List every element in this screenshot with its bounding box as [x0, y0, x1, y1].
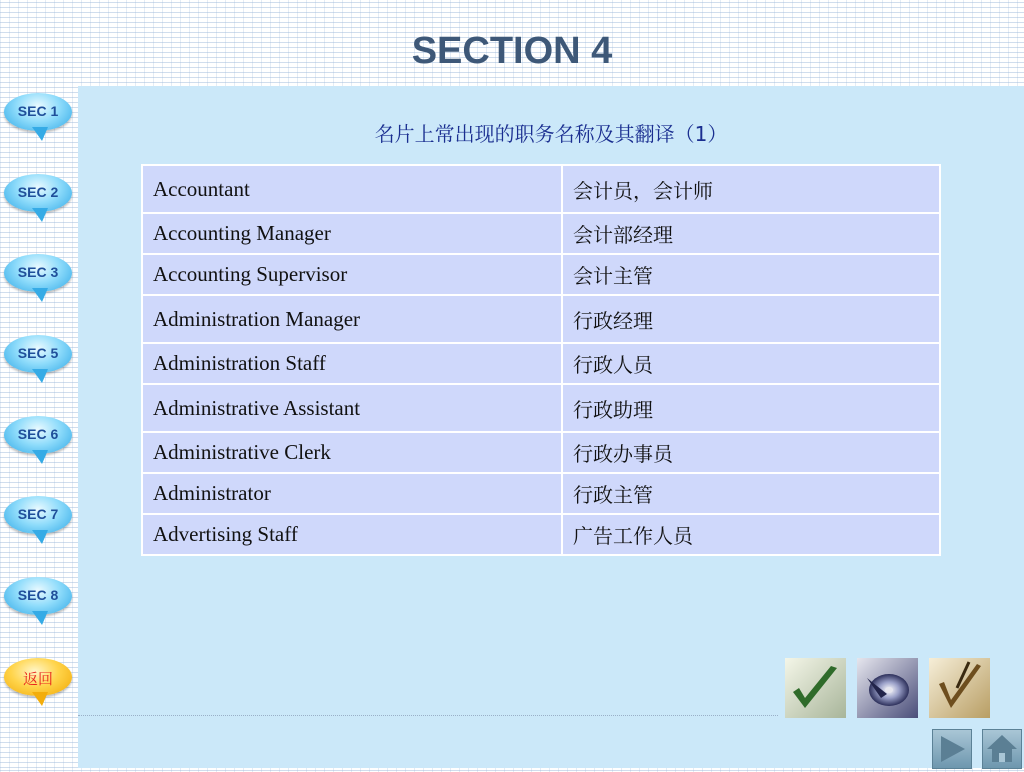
table-row [142, 473, 940, 514]
chinese-title-cell: 广告工作人员 [562, 514, 940, 555]
sec-7-button[interactable]: SEC 7 [4, 490, 74, 556]
footer-divider [78, 715, 778, 716]
sec-5-button[interactable]: SEC 5 [4, 329, 74, 395]
english-title-cell: Accountant [142, 165, 562, 213]
english-title-cell: Administration Manager [142, 295, 562, 343]
chinese-title-cell: 行政助理 [562, 384, 940, 432]
next-slide-button[interactable] [932, 729, 972, 769]
chinese-title-cell: 行政经理 [562, 295, 940, 343]
home-icon [983, 730, 1021, 768]
chinese-title-cell: 行政主管 [562, 473, 940, 514]
chinese-title-cell: 会计主管 [562, 254, 940, 295]
chinese-title-cell: 行政人员 [562, 343, 940, 384]
table-row [142, 514, 940, 555]
pen-check-picture-icon [929, 658, 990, 718]
table-row [142, 384, 940, 432]
chinese-title-cell: 行政办事员 [562, 432, 940, 473]
sec-1-button[interactable]: SEC 1 [4, 87, 74, 153]
job-titles-table [141, 164, 941, 556]
english-title-cell: Administrative Assistant [142, 384, 562, 432]
table-row [142, 343, 940, 384]
home-button[interactable] [982, 729, 1022, 769]
english-title-cell: Administration Staff [142, 343, 562, 384]
english-title-cell: Administrative Clerk [142, 432, 562, 473]
checkmark-picture-icon [785, 658, 846, 718]
cd-disc-picture-icon [857, 658, 918, 718]
slide-title: SECTION 4 [411, 30, 613, 72]
english-title-cell: Accounting Supervisor [142, 254, 562, 295]
sec-6-button[interactable]: SEC 6 [4, 410, 74, 476]
table-row [142, 254, 940, 295]
english-title-cell: Advertising Staff [142, 514, 562, 555]
table-row [142, 432, 940, 473]
english-title-cell: Accounting Manager [142, 213, 562, 254]
table-row [142, 295, 940, 343]
sec-3-button[interactable]: SEC 3 [4, 248, 74, 314]
sec-2-button[interactable]: SEC 2 [4, 168, 74, 234]
play-next-icon [933, 730, 971, 768]
table-row [142, 165, 940, 213]
chinese-title-cell: 会计部经理 [562, 213, 940, 254]
table-row [142, 213, 940, 254]
sec-8-button[interactable]: SEC 8 [4, 571, 74, 637]
chinese-title-cell: 会计员，会计师 [562, 165, 940, 213]
slide-subtitle: 名片上常出现的职务名称及其翻译（1） [374, 122, 728, 146]
back-button[interactable]: 返回 [4, 652, 74, 718]
english-title-cell: Administrator [142, 473, 562, 514]
